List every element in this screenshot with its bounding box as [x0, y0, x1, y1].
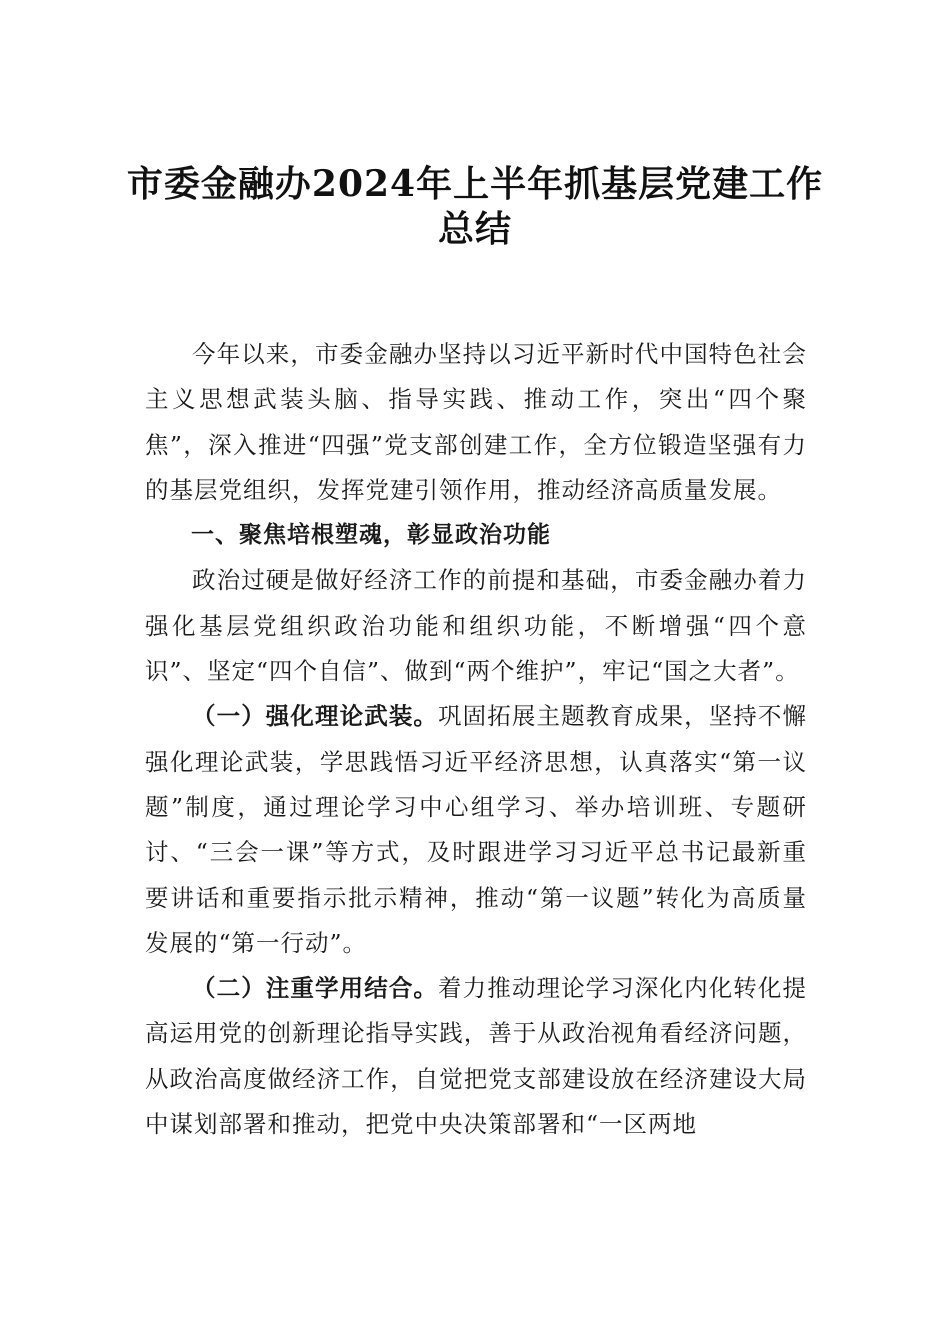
subsection-1-lead: （一）强化理论武装。	[192, 702, 439, 731]
subsection-2-text: 着力推动理论学习深化内化转化提高运用党的创新理论指导实践，善于从政治视角看经济问题，从政治高度做经济工作，自觉把党支部建设放在经济建设大局中谋划部署和推动，把党中央决策部署和“一区两地	[145, 974, 808, 1139]
document-body	[145, 332, 807, 1147]
section-heading-1: 一、聚焦培根塑魂，彰显政治功能	[191, 522, 551, 549]
subsection-2-lead: （二）注重学用结合。	[192, 974, 439, 1003]
intro-paragraph: 今年以来，市委金融办坚持以习近平新时代中国特色社会主义思想武装头脑、指导实践、推动工作，突出“四个聚焦”，深入推进“四强”党支部创建工作，全方位锻造坚强有力的基层党组织，发挥党建引领作用，推动经济高质量发展。	[145, 340, 807, 504]
subsection-2-paragraph	[145, 966, 807, 1147]
document-title-line-1: 市委金融办2024年上半年抓基层党建工作	[126, 163, 824, 205]
section-1-intro-paragraph: 政治过硬是做好经济工作的前提和基础，市委金融办着力强化基层党组织政治功能和组织功能，不断增强“四个意识”、坚定“四个自信”、做到“两个维护”，牢记“国之大者”。	[145, 566, 807, 686]
document-title-line-2: 总结	[437, 208, 512, 250]
subsection-1-paragraph	[145, 694, 807, 966]
subsection-1-text: 巩固拓展主题教育成果，坚持不懈强化理论武装，学思践悟习近平经济思想，认真落实“第一议题”制度，通过理论学习中心组学习、举办培训班、专题研讨、“三会一课”等方式，及时跟进学习习近平总书记最新重要讲话和重要指示批示精神，推动“第一议题”转化为高质量发展的“第一行动”。	[145, 702, 808, 957]
